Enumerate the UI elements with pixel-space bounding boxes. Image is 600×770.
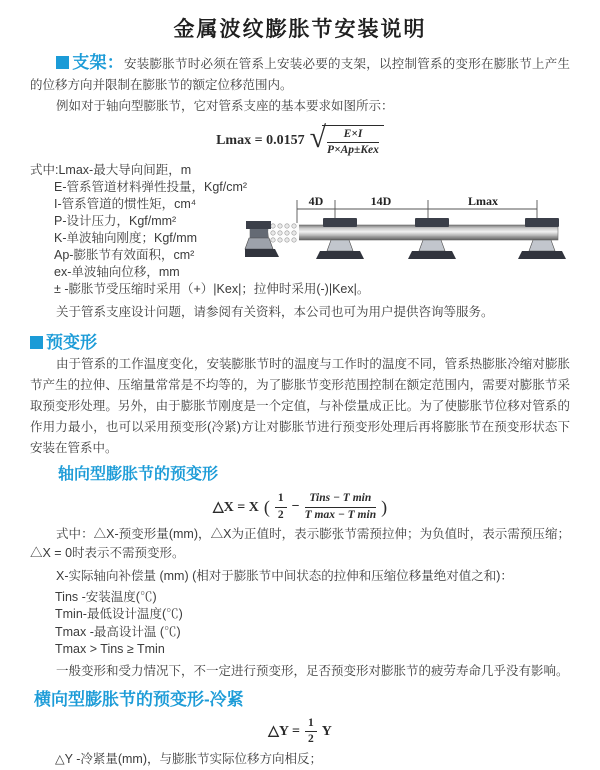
- support-section-heading: [56, 53, 124, 72]
- axial-explain-line: 式中：△X-预变形量(mm)，△X为正值时，表示膨张节需预拉伸；为负值时，表示需预压缩；△X = 0时表示不需预变形。: [30, 526, 570, 560]
- formula-lmax-lhs: Lmax = 0.0157: [216, 133, 305, 149]
- radical-sign-icon: √: [309, 121, 327, 154]
- temperature-line: Tmax > Tins ≥ Tmin: [55, 642, 165, 657]
- definition-line: K-单波轴向刚度；Kgf/mm: [54, 231, 198, 246]
- dimension-labels: [306, 194, 503, 208]
- lmax-fraction-denominator: P×Ap±Kex: [327, 144, 379, 157]
- support-intro-paragraph: [30, 52, 570, 96]
- blue-square-icon: [56, 56, 69, 69]
- one-half-fraction: [275, 492, 287, 521]
- predeform-section-heading: [30, 332, 570, 354]
- definition-line: 式中:Lmax-最大导向间距，m: [30, 163, 192, 178]
- close-paren: ): [381, 496, 388, 517]
- formula-lateral-rhs: Y: [321, 723, 332, 739]
- axial-subheading: 轴向型膨胀节的预变形: [58, 466, 219, 484]
- formula-lateral-lhs: △Y =: [268, 724, 300, 740]
- dimension-label-4d: 4D: [308, 194, 324, 208]
- formula-axial: [30, 492, 570, 521]
- lmax-fraction-numerator: E×I: [327, 128, 379, 143]
- formula-axial-lhs: △X = X: [212, 499, 259, 515]
- support-note: 关于管系支座设计问题，请参阅有关资料，本公司也可为用户提供咨询等服务。: [56, 305, 494, 320]
- temp-fraction-denominator: T max − T min: [304, 508, 377, 521]
- formula-lateral: [30, 717, 570, 746]
- temperature-definitions: [30, 589, 570, 659]
- support-heading-label: 支架：: [72, 53, 124, 72]
- formula-lmax: [30, 121, 570, 157]
- blue-square-icon: [30, 336, 43, 349]
- dimension-label-lmax: Lmax: [468, 194, 498, 208]
- lmax-fraction: [327, 128, 379, 157]
- temperature-line: Tins -安装温度(℃): [55, 589, 157, 604]
- axial-x-line: X-实际轴向补偿量 (mm) (相对于膨胀节中间状态的拉伸和压缩位移量绝对值之和)：: [56, 568, 513, 583]
- definition-line: ex-单波轴向位移，mm: [54, 265, 180, 280]
- definition-line: ± -膨胀节受压缩时采用（+）|Kex|；拉伸时采用(-)|Kex|。: [54, 282, 370, 297]
- definition-line: I-管系管道的惯性矩，cm⁴: [54, 197, 197, 212]
- temperature-line: Tmax -最高设计温 (℃): [55, 624, 181, 639]
- temperature-fraction: [305, 492, 377, 521]
- axial-general-line: 一般变形和受力情况下，不一定进行预变形，足否预变形对膨胀节的疲劳寿命几乎没有影响。: [56, 663, 569, 678]
- one-half-fraction: [305, 717, 317, 746]
- half-numerator: 1: [305, 717, 317, 732]
- half-denominator: 2: [277, 508, 284, 521]
- definition-line: E-管系管道材料弹性投量，Kgf/cm²: [54, 180, 248, 195]
- document-content: [0, 52, 600, 770]
- minus-operator: −: [291, 499, 300, 515]
- lateral-subheading: 横向型膨胀节的预变形-冷紧: [34, 689, 244, 709]
- open-paren: (: [263, 496, 270, 517]
- page-title: 金属波纹膨胀节安装说明: [173, 18, 427, 41]
- temp-fraction-numerator: Tins − T min: [305, 492, 377, 507]
- temperature-line: Tmin-最低设计温度(℃): [55, 607, 183, 622]
- support-intro-text: 安装膨胀节时必须在管系上安装必要的支架，以控制管系的变形在膨胀节上产生的位移方向并限制在膨胀节的额定位移范围内。: [30, 57, 570, 92]
- half-numerator: 1: [275, 492, 287, 507]
- definition-line: P-设计压力，Kgf/mm²: [54, 214, 177, 229]
- half-denominator: 2: [307, 733, 314, 746]
- square-root: [309, 121, 384, 157]
- definition-line: Ap-膨胀节有效面积，cm²: [54, 248, 195, 263]
- predeform-heading-label: 预变形: [46, 333, 97, 353]
- support-example-line: 例如对于轴向型膨胀节，它对管系支座的基本要求如图所示：: [56, 99, 394, 113]
- predeform-paragraph: 由于管系的工作温度变化，安装膨胀节时的温度与工作时的温度不同，管系热膨胀冷缩对膨胀节产生的拉伸、压缩量常常是不均等的，为了膨胀节变形范围控制在额定范围内，需要对膨胀节采取预变形处理。另外，由于膨胀节刚度是一个定值，与补偿量成正比。为了使膨胀节位移对管系的作用力最小，也可以采用预变形(冷紧)方让对膨胀节进行预变形处理后再将膨胀节在预变形状态下安装在管系中。: [30, 357, 570, 456]
- dimension-label-14d: 14D: [370, 194, 392, 208]
- bellows-icon: [269, 223, 299, 242]
- pipe-support-diagram: [245, 192, 597, 272]
- root-contents: [322, 125, 384, 157]
- lateral-line: △Y -冷紧量(mm)，与膨胀节实际位移方向相反；: [55, 752, 323, 767]
